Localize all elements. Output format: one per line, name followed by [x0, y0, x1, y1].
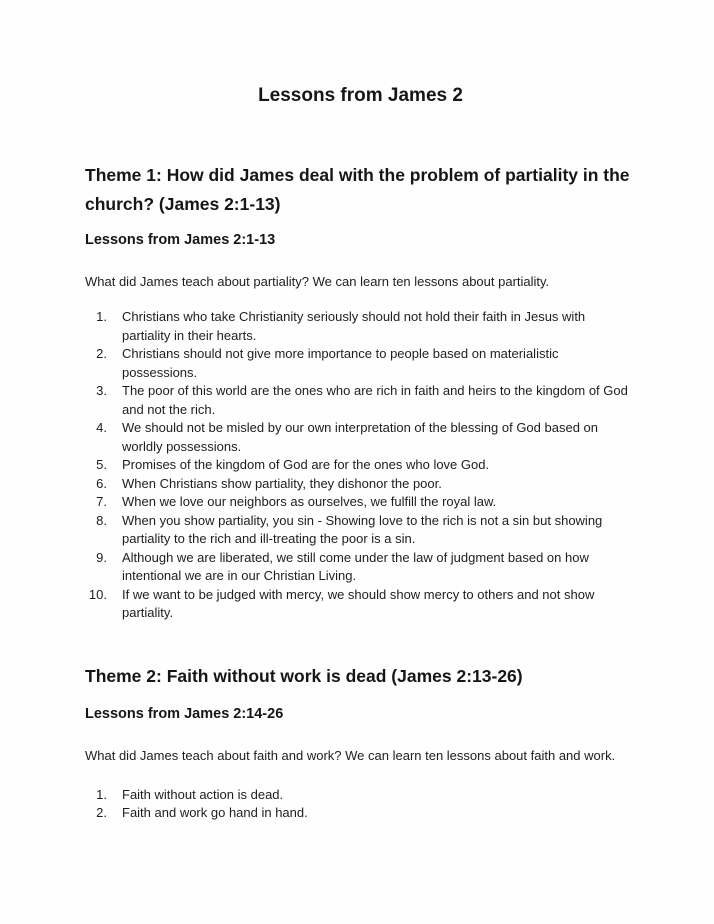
list-item — [85, 786, 636, 805]
list-item-text: We should not be misled by our own interpretation of the blessing of God based on worldly possessions. — [122, 420, 598, 454]
list-item — [85, 475, 636, 494]
theme-2-section — [85, 662, 636, 823]
list-item-text: When you show partiality, you sin - Showing love to the rich is not a sin but showing partiality to the rich and ill-treating the poor is a sin. — [122, 512, 603, 546]
list-item — [85, 804, 636, 823]
list-item — [85, 586, 636, 623]
list-item-marker: 2. — [96, 346, 107, 361]
list-item — [85, 493, 636, 512]
document-title: Lessons from James 2 — [258, 85, 463, 106]
list-item-text: Faith and work go hand in hand. — [122, 805, 308, 820]
list-item — [85, 549, 636, 586]
list-item-text: Although we are liberated, we still come under the law of judgment based on how intentional we are in our Christian Living. — [122, 549, 589, 583]
list-item — [85, 382, 636, 419]
list-item-marker: 1. — [96, 786, 107, 802]
list-item-marker: 3. — [96, 383, 107, 398]
list-item-text: If we want to be judged with mercy, we should show mercy to others and not show partiality. — [122, 586, 595, 620]
list-item-marker: 1. — [96, 309, 107, 324]
list-item-marker: 5. — [96, 457, 107, 472]
list-item — [85, 512, 636, 549]
list-item-text: When we love our neighbors as ourselves, we fulfill the royal law. — [122, 494, 497, 509]
theme-2-intro-paragraph: What did James teach about faith and work? We can learn ten lessons about faith and work. — [85, 747, 616, 763]
list-item-text: When Christians show partiality, they dishonor the poor. — [122, 475, 442, 491]
list-item-text: Christians should not give more importance to people based on materialistic possessions. — [122, 346, 559, 380]
theme-2-heading: Theme 2: Faith without work is dead (James 2:13-26) — [85, 665, 523, 686]
list-item-marker: 9. — [96, 549, 107, 565]
theme-1-subheading: Lessons from James 2:1-13 — [85, 232, 276, 248]
list-item-marker: 6. — [96, 475, 107, 491]
theme-2-lesson-list — [85, 786, 636, 823]
list-item-marker: 8. — [96, 512, 107, 528]
theme-1-heading: Theme 1: How did James deal with the problem of partiality in the church? (James 2:1-13) — [85, 165, 630, 214]
list-item — [85, 419, 636, 456]
list-item — [85, 345, 636, 382]
theme-1-section — [85, 161, 636, 623]
list-item-text: Faith without action is dead. — [122, 786, 284, 802]
list-item-marker: 10. — [88, 586, 107, 602]
theme-1-intro-paragraph: What did James teach about partiality? We can learn ten lessons about partiality. — [85, 274, 550, 289]
list-item-text: Promises of the kingdom of God are for the ones who love God. — [122, 457, 490, 472]
list-item-marker: 7. — [96, 494, 107, 509]
list-item — [85, 456, 636, 475]
theme-2-subheading: Lessons from James 2:14-26 — [85, 705, 284, 722]
theme-1-lesson-list — [85, 308, 636, 623]
list-item-text: Christians who take Christianity seriously should not hold their faith in Jesus with partiality in their hearts. — [122, 309, 586, 343]
list-item-marker: 2. — [96, 805, 107, 820]
list-item-text: The poor of this world are the ones who are rich in faith and heirs to the kingdom of God and not the rich. — [122, 383, 628, 417]
list-item-marker: 4. — [96, 420, 107, 435]
list-item — [85, 308, 636, 345]
